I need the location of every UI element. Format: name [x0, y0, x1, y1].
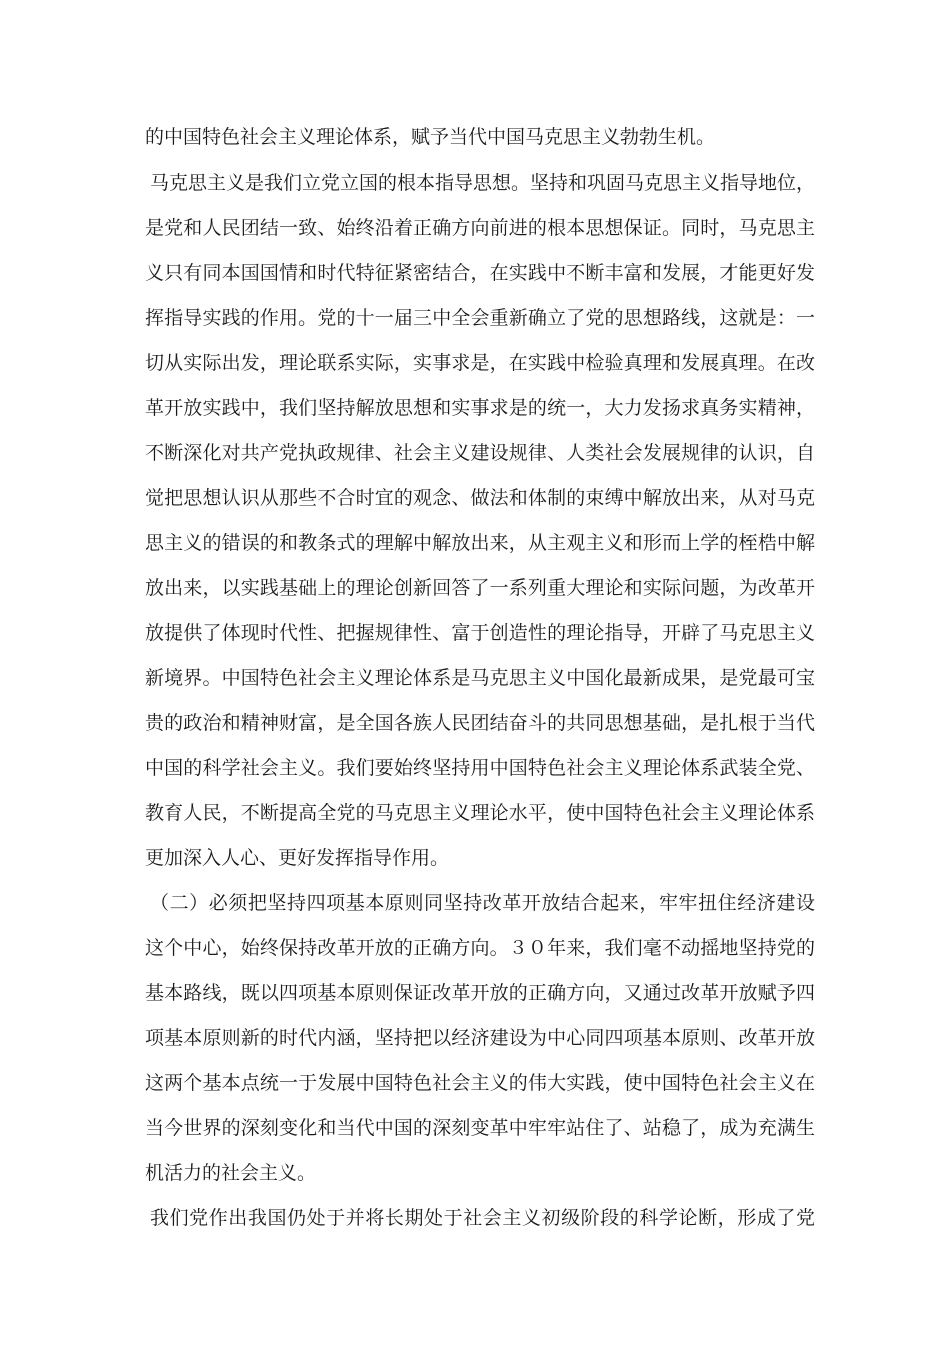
text-line: 是党和人民团结一致、始终沿着正确方向前进的根本思想保证。同时，马克思主	[145, 217, 815, 239]
text-line: 革开放实践中，我们坚持解放思想和实事求是的统一，大力发扬求真务实精神，	[145, 397, 815, 419]
paragraph-start-line: （二）必须把坚持四项基本原则同坚持改革开放结合起来，牢牢扭住经济建设	[150, 892, 815, 914]
text-line: 挥指导实践的作用。党的十一届三中全会重新确立了党的思想路线，这就是：一	[145, 307, 815, 329]
text-line: 思主义的错误的和教条式的理解中解放出来，从主观主义和形而上学的桎梏中解	[145, 532, 815, 554]
text-line: 贵的政治和精神财富，是全国各族人民团结奋斗的共同思想基础，是扎根于当代	[145, 712, 815, 734]
text-line: 放提供了体现时代性、把握规律性、富于创造性的理论指导，开辟了马克思主义	[145, 622, 815, 644]
text-line: 不断深化对共产党执政规律、社会主义建设规律、人类社会发展规律的认识，自	[145, 442, 815, 464]
text-line: 更加深入人心、更好发挥指导作用。	[145, 847, 450, 869]
paragraph-start-line: 马克思主义是我们立党立国的根本指导思想。坚持和巩固马克思主义指导地位，	[150, 172, 816, 194]
text-line: 这个中心，始终保持改革开放的正确方向。３０年来，我们毫不动摇地坚持党的	[145, 937, 815, 959]
text-line: 机活力的社会主义。	[145, 1162, 317, 1184]
text-line: 义只有同本国国情和时代特征紧密结合，在实践中不断丰富和发展，才能更好发	[145, 262, 815, 284]
text-line: 切从实际出发，理论联系实际，实事求是，在实践中检验真理和发展真理。在改	[145, 352, 815, 374]
text-line: 当今世界的深刻变化和当代中国的深刻变革中牢牢站住了、站稳了，成为充满生	[145, 1117, 815, 1139]
text-line: 教育人民，不断提高全党的马克思主义理论水平，使中国特色社会主义理论体系	[145, 802, 815, 824]
text-line: 项基本原则新的时代内涵，坚持把以经济建设为中心同四项基本原则、改革开放	[145, 1027, 815, 1049]
text-line: 这两个基本点统一于发展中国特色社会主义的伟大实践，使中国特色社会主义在	[145, 1072, 815, 1094]
text-line: 的中国特色社会主义理论体系，赋予当代中国马克思主义勃勃生机。	[145, 126, 716, 148]
text-line: 新境界。中国特色社会主义理论体系是马克思主义中国化最新成果，是党最可宝	[145, 667, 815, 689]
paragraph-start-line: 我们党作出我国仍处于并将长期处于社会主义初级阶段的科学论断，形成了党	[150, 1207, 815, 1229]
text-line: 中国的科学社会主义。我们要始终坚持用中国特色社会主义理论体系武装全党、	[145, 757, 815, 779]
text-line: 觉把思想认识从那些不合时宜的观念、做法和体制的束缚中解放出来，从对马克	[145, 487, 815, 509]
text-line: 基本路线，既以四项基本原则保证改革开放的正确方向，又通过改革开放赋予四	[145, 982, 815, 1004]
text-line: 放出来，以实践基础上的理论创新回答了一系列重大理论和实际问题，为改革开	[145, 577, 815, 599]
